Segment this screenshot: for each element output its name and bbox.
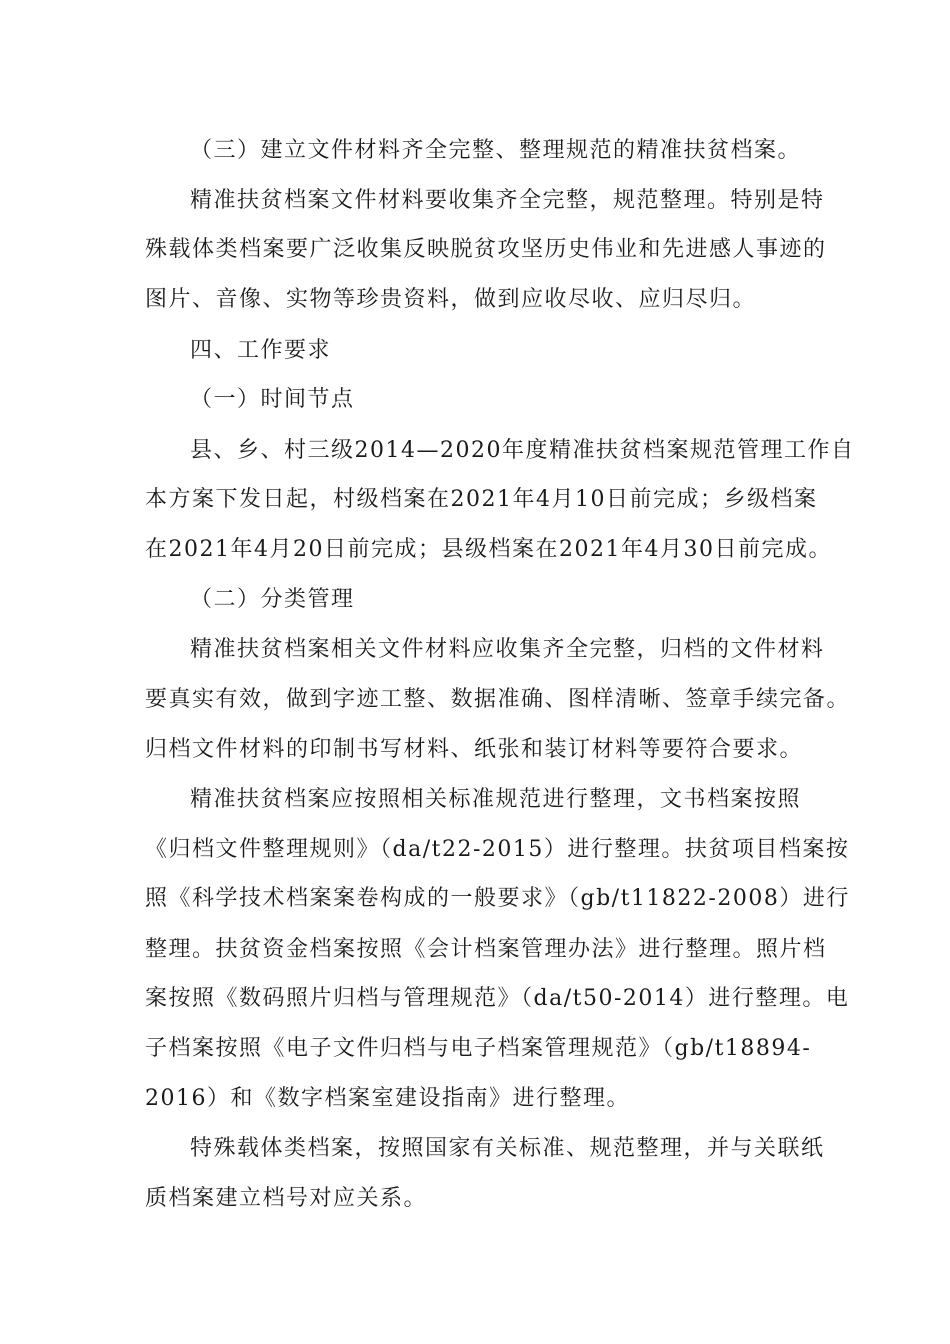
section-heading-work-requirements: 四、工作要求 (190, 338, 332, 363)
paragraph-line: 本方案下发日起，村级档案在2021年4月10日前完成；乡级档案 (145, 487, 818, 512)
paragraph-line: 要真实有效，做到字迹工整、数据准确、图样清晰、签章手续完备。 (145, 687, 851, 712)
paragraph-line: 《归档文件整理规则》（da/t22-2015）进行整理。扶贫项目档案按 (145, 837, 850, 862)
paragraph-line: 质档案建立档号对应关系。 (145, 1186, 428, 1211)
paragraph-line: 精准扶贫档案相关文件材料应收集齐全完整，归档的文件材料 (190, 637, 825, 662)
paragraph-line: 案按照《数码照片归档与管理规范》（da/t50-2014）进行整理。电 (145, 986, 850, 1011)
subsection-heading-classification: （二）分类管理 (190, 587, 355, 612)
paragraph-line: 精准扶贫档案文件材料要收集齐全完整，规范整理。特别是特 (190, 188, 825, 213)
subsection-heading-time-nodes: （一）时间节点 (190, 387, 355, 412)
paragraph-line: 整理。扶贫资金档案按照《会计档案管理办法》进行整理。照片档 (145, 937, 827, 962)
paragraph-line: 殊载体类档案要广泛收集反映脱贫攻坚历史伟业和先进感人事迹的 (145, 237, 827, 262)
paragraph-line: 归档文件材料的印制书写材料、纸张和装订材料等要符合要求。 (145, 737, 804, 762)
paragraph-line: 特殊载体类档案，按照国家有关标准、规范整理，并与关联纸 (190, 1136, 825, 1161)
paragraph-line: 2016）和《数字档案室建设指南》进行整理。 (145, 1086, 630, 1111)
paragraph-line: 县、乡、村三级2014—2020年度精准扶贫档案规范管理工作自 (190, 438, 855, 463)
section-heading-3: （三）建立文件材料齐全完整、整理规范的精准扶贫档案。 (190, 138, 802, 163)
paragraph-line: 在2021年4月20日前完成；县级档案在2021年4月30日前完成。 (145, 537, 832, 562)
paragraph-line: 精准扶贫档案应按照相关标准规范进行整理，文书档案按照 (190, 787, 802, 812)
paragraph-line: 图片、音像、实物等珍贵资料，做到应收尽收、应归尽归。 (145, 287, 757, 312)
paragraph-line: 照《科学技术档案案卷构成的一般要求》（gb/t11822-2008）进行 (145, 886, 850, 911)
paragraph-line: 子档案按照《电子文件归档与电子档案管理规范》（gb/t18894- (145, 1036, 812, 1061)
